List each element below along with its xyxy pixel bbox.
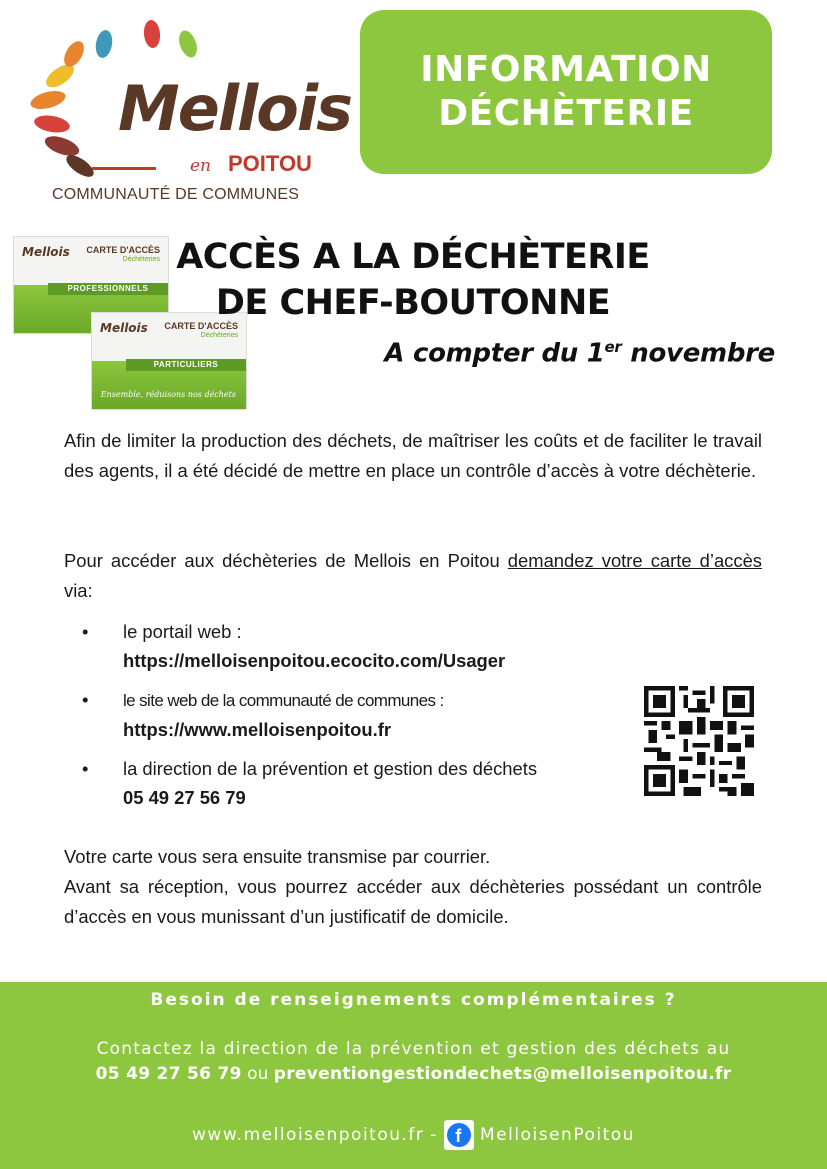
card-subtitle: Déchèteries [200,332,238,339]
card-logo: Mellois [100,321,148,335]
access-card-individuals [91,312,247,410]
footer-separator: - [430,1125,439,1145]
channel-label: le portail web : [123,621,242,642]
portal-url-link[interactable]: https://melloisenpoitou.ecocito.com/Usager [123,650,506,671]
footer-phone: 05 49 27 56 79 [95,1064,242,1084]
title-line-2: DE CHEF-BOUTONNE [215,283,611,323]
channel-list [82,617,622,822]
channel-label: le site web de la communauté de communes : [123,691,444,710]
footer-website-link[interactable]: www.melloisenpoitou.fr [192,1125,425,1145]
bullet-dot: • [82,621,89,642]
request-prefix: Pour accéder aux déchèteries de Mellois en Poitou [64,550,508,571]
card-logo: Mellois [22,245,70,259]
qr-code-icon[interactable] [643,686,755,796]
card-band: PARTICULIERS [126,359,246,371]
intro-paragraph: Afin de limiter la production des déchets, de maîtriser les coûts et de faciliter le travail des agents, il a été décidé de mettre en place un contrôle d’accès à votre déchèterie. [64,430,762,481]
phone-number: 05 49 27 56 79 [123,787,246,808]
logo-wordmark: Mellois [118,72,352,145]
footer-title: Besoin de renseignements complémentaires ? [150,990,677,1010]
list-item [82,754,622,812]
info-banner [360,10,772,174]
logo-en: en [190,156,212,176]
card-subtitle: Déchèteries [122,256,160,263]
logo-poitou: POITOU [228,151,312,176]
logo-community: COMMUNAUTÉ DE COMMUNES [52,186,300,203]
card-slogan: Ensemble, réduisons nos déchets [100,390,236,399]
card-band: PROFESSIONNELS [48,283,168,295]
footer-web-line [0,1120,827,1150]
request-card-link[interactable]: demandez votre carte d’accès [507,550,762,571]
footer-contact-line: Contactez la direction de la prévention et gestion des déchets au [96,1039,731,1059]
request-suffix: via: [64,580,93,601]
start-date [384,338,775,369]
list-item [82,617,622,675]
bullet-dot: • [82,689,89,710]
closing-line-2: Avant sa réception, vous pourrez accéder aux déchèteries possédant un contrôle d’accès en vous munissant d’un justificatif de domicile. [64,876,762,927]
channel-label: la direction de la prévention et gestion des déchets [123,758,538,779]
closing-paragraph [64,842,762,932]
card-title: CARTE D'ACCÈS [86,245,160,255]
footer-contact-details [0,1064,827,1084]
closing-line-1: Votre carte vous sera ensuite transmise par courrier. [64,846,491,867]
start-date-suffix: novembre [621,338,775,369]
info-line-1: INFORMATION [420,49,712,90]
footer-or: ou [247,1064,269,1084]
page-title [170,234,656,326]
request-paragraph [64,546,762,606]
facebook-icon[interactable]: f [444,1120,474,1150]
mellois-logo [22,14,352,214]
logo-underline [92,167,156,170]
bullet-dot: • [82,758,89,779]
footer-email-link[interactable]: preventiongestiondechets@melloisenpoitou.fr [273,1064,732,1084]
start-date-prefix: A compter du 1 [384,338,605,369]
title-line-1: ACCÈS A LA DÉCHÈTERIE [176,237,650,277]
website-url-link[interactable]: https://www.melloisenpoitou.fr [123,719,392,740]
list-item [82,685,622,744]
start-date-sup: er [604,338,622,356]
footer-facebook-link[interactable]: MelloisenPoitou [480,1125,635,1145]
card-title: CARTE D'ACCÈS [164,321,238,331]
footer-banner [0,982,827,1169]
info-line-2: DÉCHÈTERIE [438,93,694,134]
